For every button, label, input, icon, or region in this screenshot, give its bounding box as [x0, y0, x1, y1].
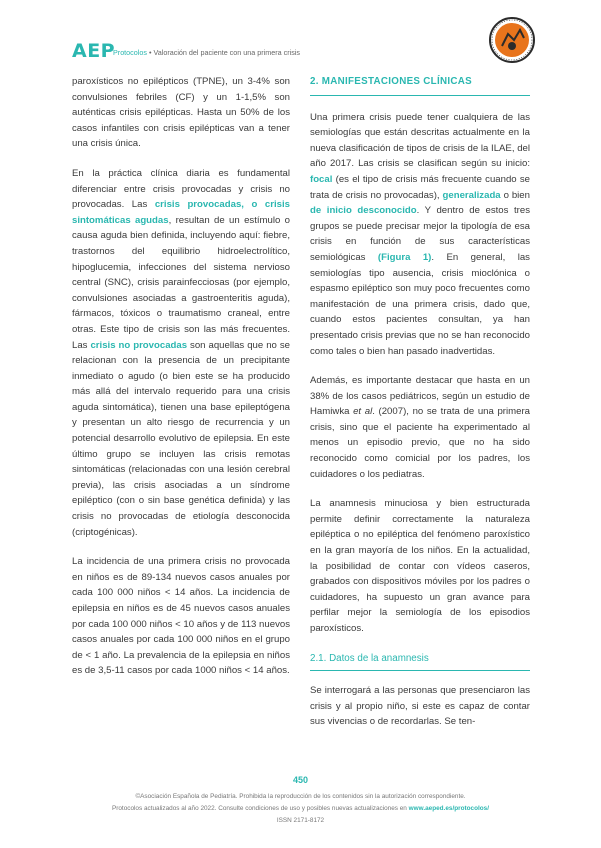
right-column — [310, 74, 530, 744]
text-run: o bien — [500, 189, 530, 201]
section-title: 2. MANIFESTACIONES CLÍNICAS — [310, 74, 530, 96]
aep-emblem-icon — [488, 16, 536, 64]
breadcrumb-separator: • — [148, 48, 152, 57]
update-line — [0, 805, 601, 812]
breadcrumb-title: Valoración del paciente con una primera crisis — [153, 48, 300, 57]
figura-1-link[interactable]: (Figura 1) — [377, 251, 432, 263]
left-paragraph-2 — [72, 166, 290, 540]
text-run: . (2007), no se trata de una primera crisis, sino que el paciente ha experimentado al menos un episodio previo, que no ha sido reconocido como comicial por los padres, los cuidadores o los pediatras. — [310, 406, 530, 480]
inicio-desconocido-link[interactable]: de inicio desconocido — [310, 205, 417, 217]
text-run: Protocolos actualizados al año 2022. Consulte condiciones de uso y posibles nuevas actualizaciones en — [111, 805, 409, 812]
page-number: 450 — [292, 775, 309, 785]
right-paragraph-3: La anamnesis minuciosa y bien estructurada permite definir correctamente la naturaleza epiléptica o no epiléptica del fenómeno paroxístico en la gran mayoría de los niños. En la actualidad, la posibilidad de contar con vídeos caseros, grabados con dispositivos móviles por los padres o cuidadores, ha supuesto un gran avance para perfilar mejor la semiología de los episodios paroxísticos. — [310, 498, 530, 634]
breadcrumb — [113, 48, 300, 57]
text-run: . Y dentro de estos tres grupos se puede precisar mejor la tipología de esa crisis en función de sus características semiológicas — [310, 205, 531, 263]
crisis-provocadas-link[interactable]: crisis provocadas, o crisis sintomáticas agudas — [72, 199, 290, 226]
left-paragraph-1: paroxísticos no epilépticos (TPNE), un 3-4% son convulsiones febriles (CF) y un 1-1,5% son auténticas crisis epilépticas. Hasta un 50% de los casos infantiles con crisis epilépticas van a tener una crisis única. — [72, 76, 290, 150]
right-paragraph-1 — [310, 110, 530, 360]
subsection-title: 2.1. Datos de la anamnesis — [310, 651, 530, 672]
aep-logo: AEP — [72, 40, 116, 62]
copyright-line: ©Asociación Española de Pediatría. Prohibida la reproducción de los contenidos sin la autorización correspondiente. — [135, 793, 466, 800]
issn-line: ISSN 2171-8172 — [276, 817, 325, 824]
left-column — [72, 74, 290, 693]
protocols-link[interactable]: www.aeped.es/protocolos/ — [408, 805, 490, 812]
right-paragraph-2 — [310, 373, 530, 482]
text-run: . En general, las semiologías tipo ausencia, crisis mioclónica o espasmo epiléptico son muy poco frecuentes como manifestación de una primera crisis, dado que, cuando estos pacientes consultan, ya han presentado crisis previas que no se han reconocido como tales o bien han pasado inadvertidas. — [310, 251, 530, 357]
text-run: En la práctica clínica diaria es fundamental diferenciar entre crisis provocadas y crisis no provocadas. Las — [72, 167, 290, 211]
text-run: son aquellas que no se relacionan con la presencia de un precipitante inmediato o agudo (o bien este se ha producido más allá del intervalo requerido para una crisis aguda sintomática), tienen una base epileptógena y presentan un alto riesgo de recurrencia y un potencial desarrollo evolutivo de epilepsia. En este último grupo se incluyen las crisis remotas sintomáticas (relacionadas con una lesión cerebral previa), las crisis asociadas a un síndrome epiléptico (con o sin base genética definida) y las crisis no provocadas de etiología desconocida (criptogénicas). — [72, 339, 290, 538]
right-paragraph-4: Se interrogará a las personas que presenciaron las crisis y al propio niño, si este es capaz de contar sus vivencias o de recordarlas. Se ten- — [310, 685, 530, 728]
text-run: , resultan de un estímulo o causa aguda bien definida, incluyendo aquí: fiebre, trastornos del equilibrio hidroelectrolítico, hipoglucemia, infecciones del sistema nervioso central (SNC), crisis parainfecciosas (por ejemplo, convulsiones asociadas a gastroenteritis aguda), fármacos, tóxicos o traumatismo craneal, entre otras. Este tipo de crisis son las más frecuentes. Las — [72, 214, 290, 351]
generalizada-link[interactable]: generalizada — [442, 189, 501, 201]
crisis-no-provocadas-link[interactable]: crisis no provocadas — [90, 339, 188, 351]
text-run-italic: et al — [353, 406, 373, 418]
breadcrumb-section: Protocolos — [113, 48, 147, 57]
text-run: Una primera crisis puede tener cualquiera de las semiologías que están descritas actualmente en la nueva clasificación de tipos de crisis de la ILAE, del año 2017. Las crisis se clasifican según su inicio: — [310, 111, 530, 170]
focal-link[interactable]: focal — [310, 173, 333, 185]
text-run: Además, es importante destacar que hasta en un 38% de los casos pediátricos, según un estudio de Hamiwka — [310, 375, 530, 418]
page-header — [0, 0, 601, 70]
text-run: (es el tipo de crisis más frecuente cuando se trata de crisis no provocadas), — [310, 173, 530, 201]
left-paragraph-3: La incidencia de una primera crisis no provocada en niños es de 89-134 nuevos casos anuales por cada 100 000 niños < 14 años. La incidencia de epilepsia en niños es de 45 nuevos casos anuales por cada 100 000 niños < 10 años y de 113 nuevos casos anuales por cada 100 000 niños en el grupo de < 1 año. La prevalencia de la epilepsia en niños es de 3,5-11 casos por cada 1000 niños < 14 años. — [72, 556, 290, 677]
